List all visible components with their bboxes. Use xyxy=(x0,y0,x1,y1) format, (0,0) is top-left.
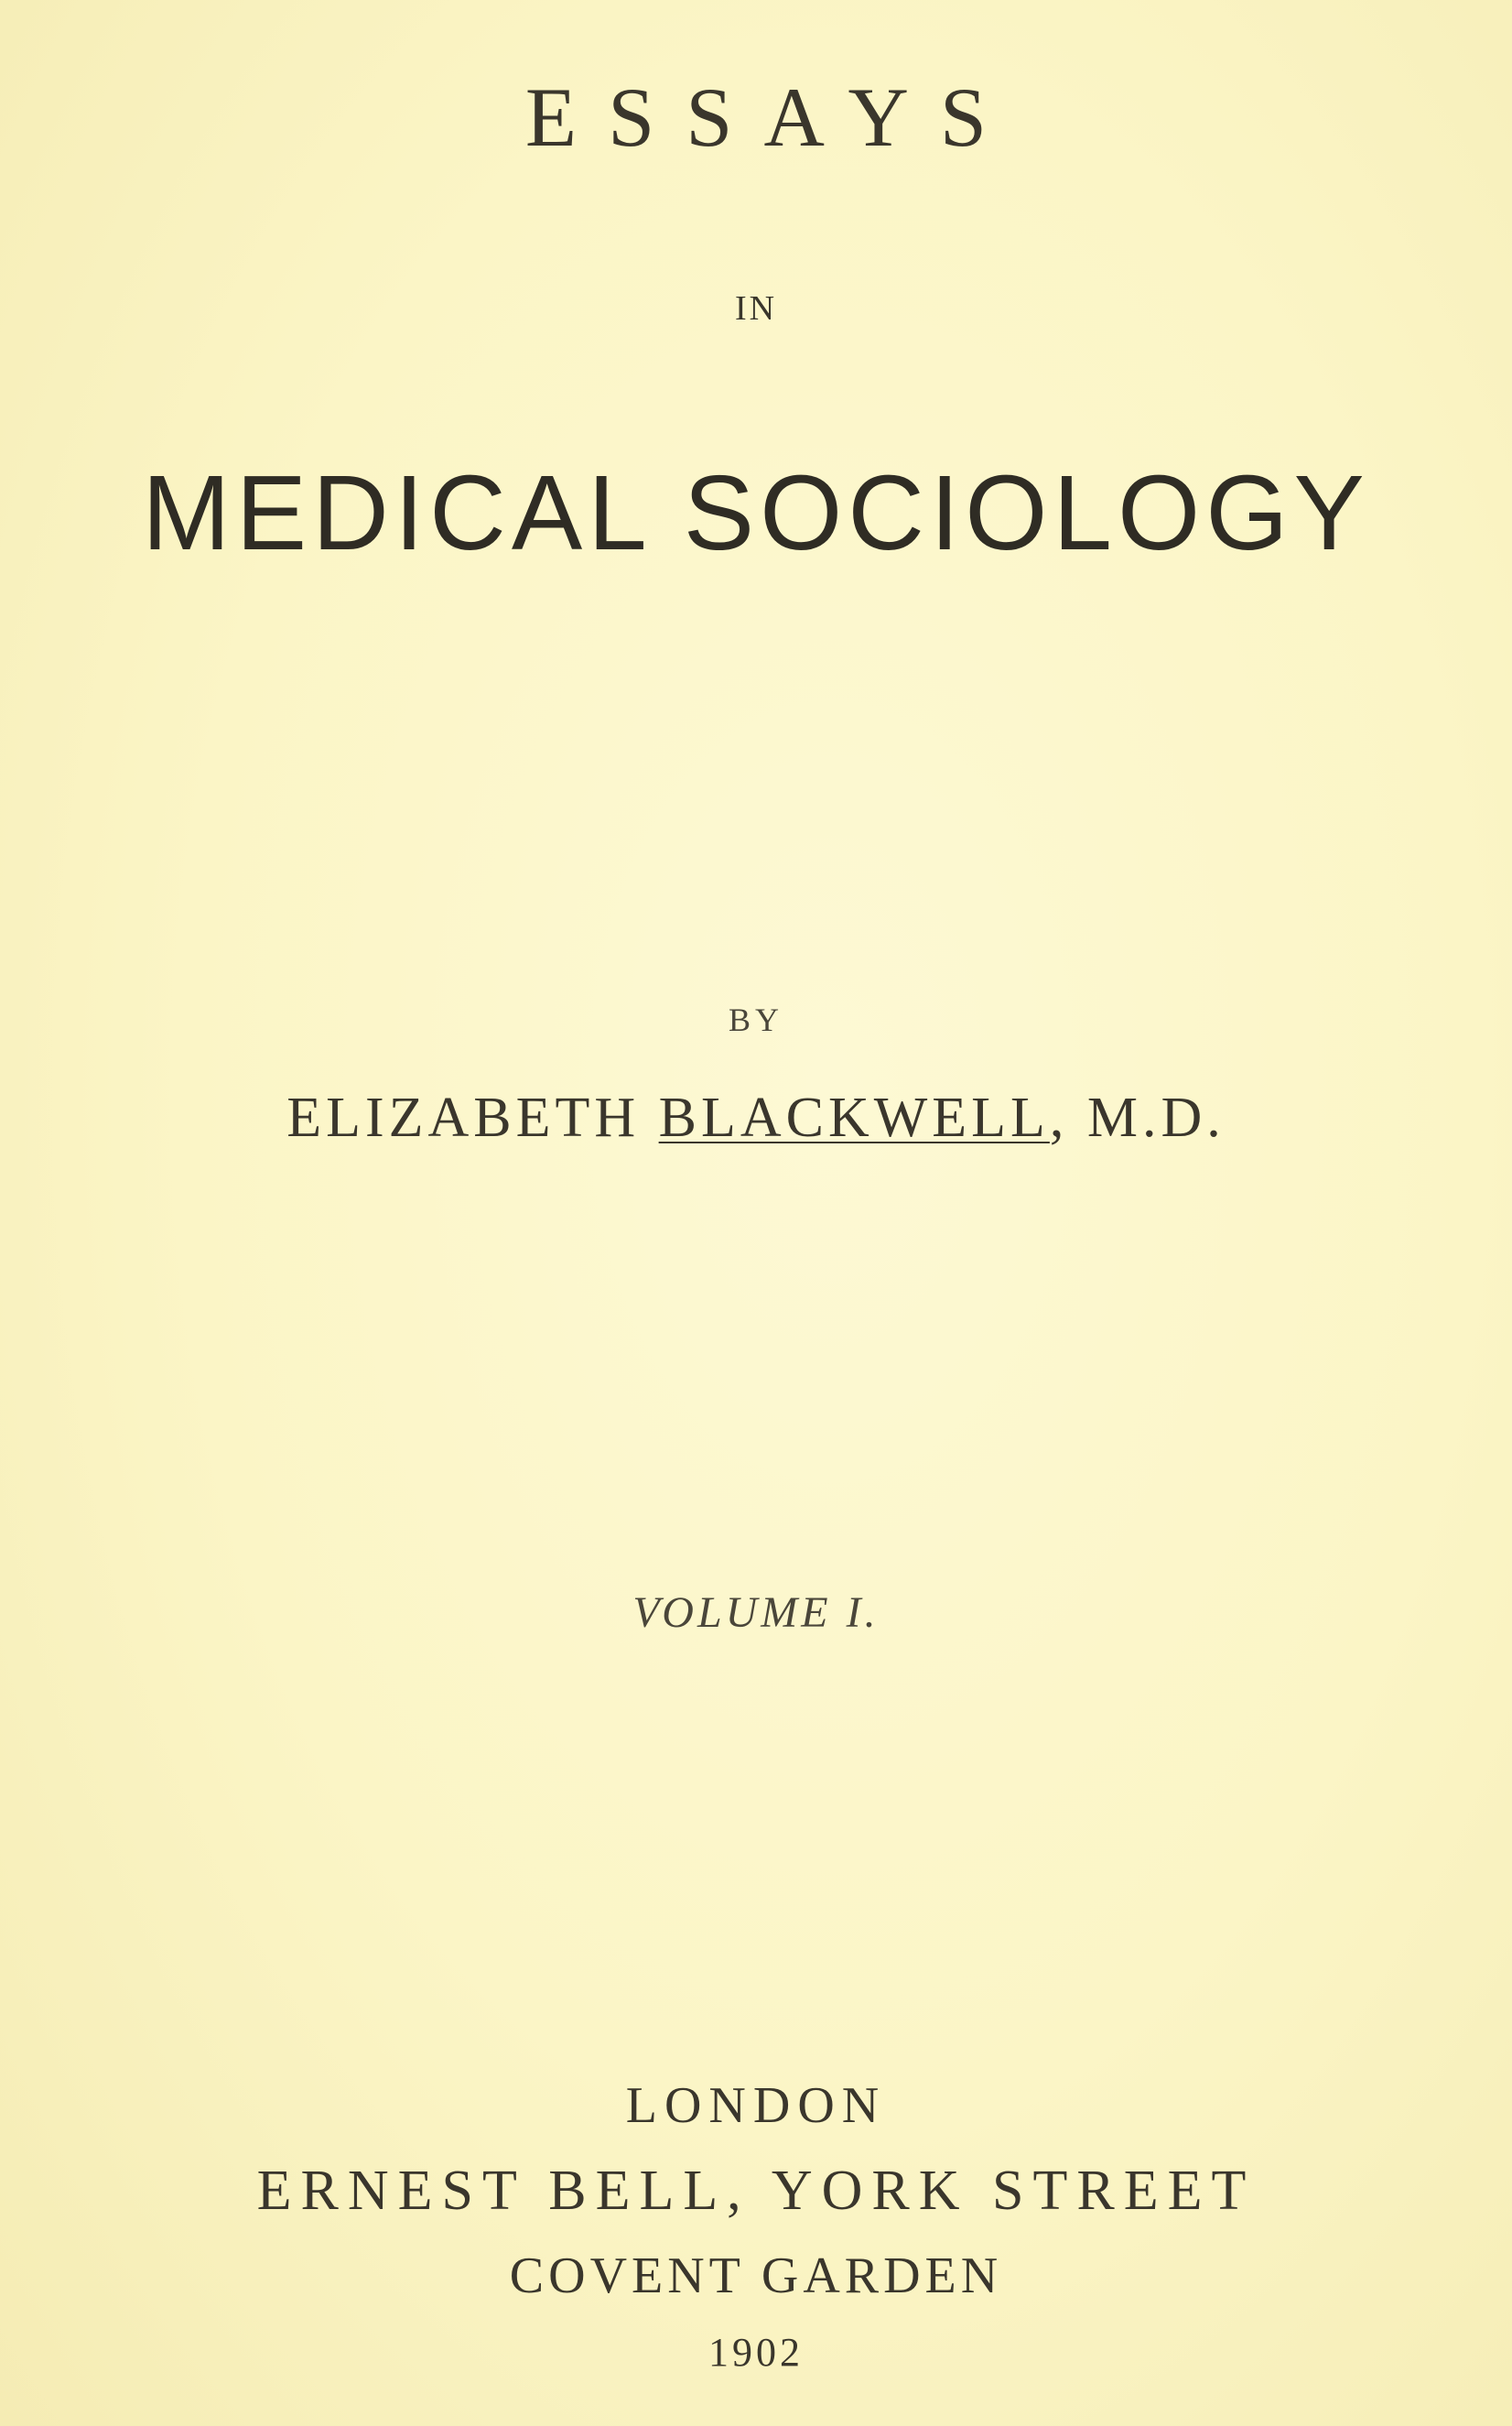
imprint-year: 1902 xyxy=(708,2330,804,2375)
volume-label: VOLUME I. xyxy=(632,1588,880,1637)
imprint-place: COVENT GARDEN xyxy=(509,2247,1003,2304)
author-first-name: ELIZABETH xyxy=(286,1087,659,1149)
title-line-essays: ESSAYS xyxy=(524,70,1019,164)
by-label: BY xyxy=(728,1002,783,1038)
author-suffix: , M.D. xyxy=(1049,1087,1226,1149)
imprint-city: LONDON xyxy=(625,2077,887,2134)
author-last-name: BLACKWELL xyxy=(658,1087,1050,1149)
imprint-publisher: ERNEST BELL, YORK STREET xyxy=(256,2160,1256,2222)
title-line-in: IN xyxy=(734,289,778,328)
title-line-medical-sociology: MEDICAL SOCIOLOGY xyxy=(142,453,1370,572)
author-line xyxy=(0,1087,1512,1149)
